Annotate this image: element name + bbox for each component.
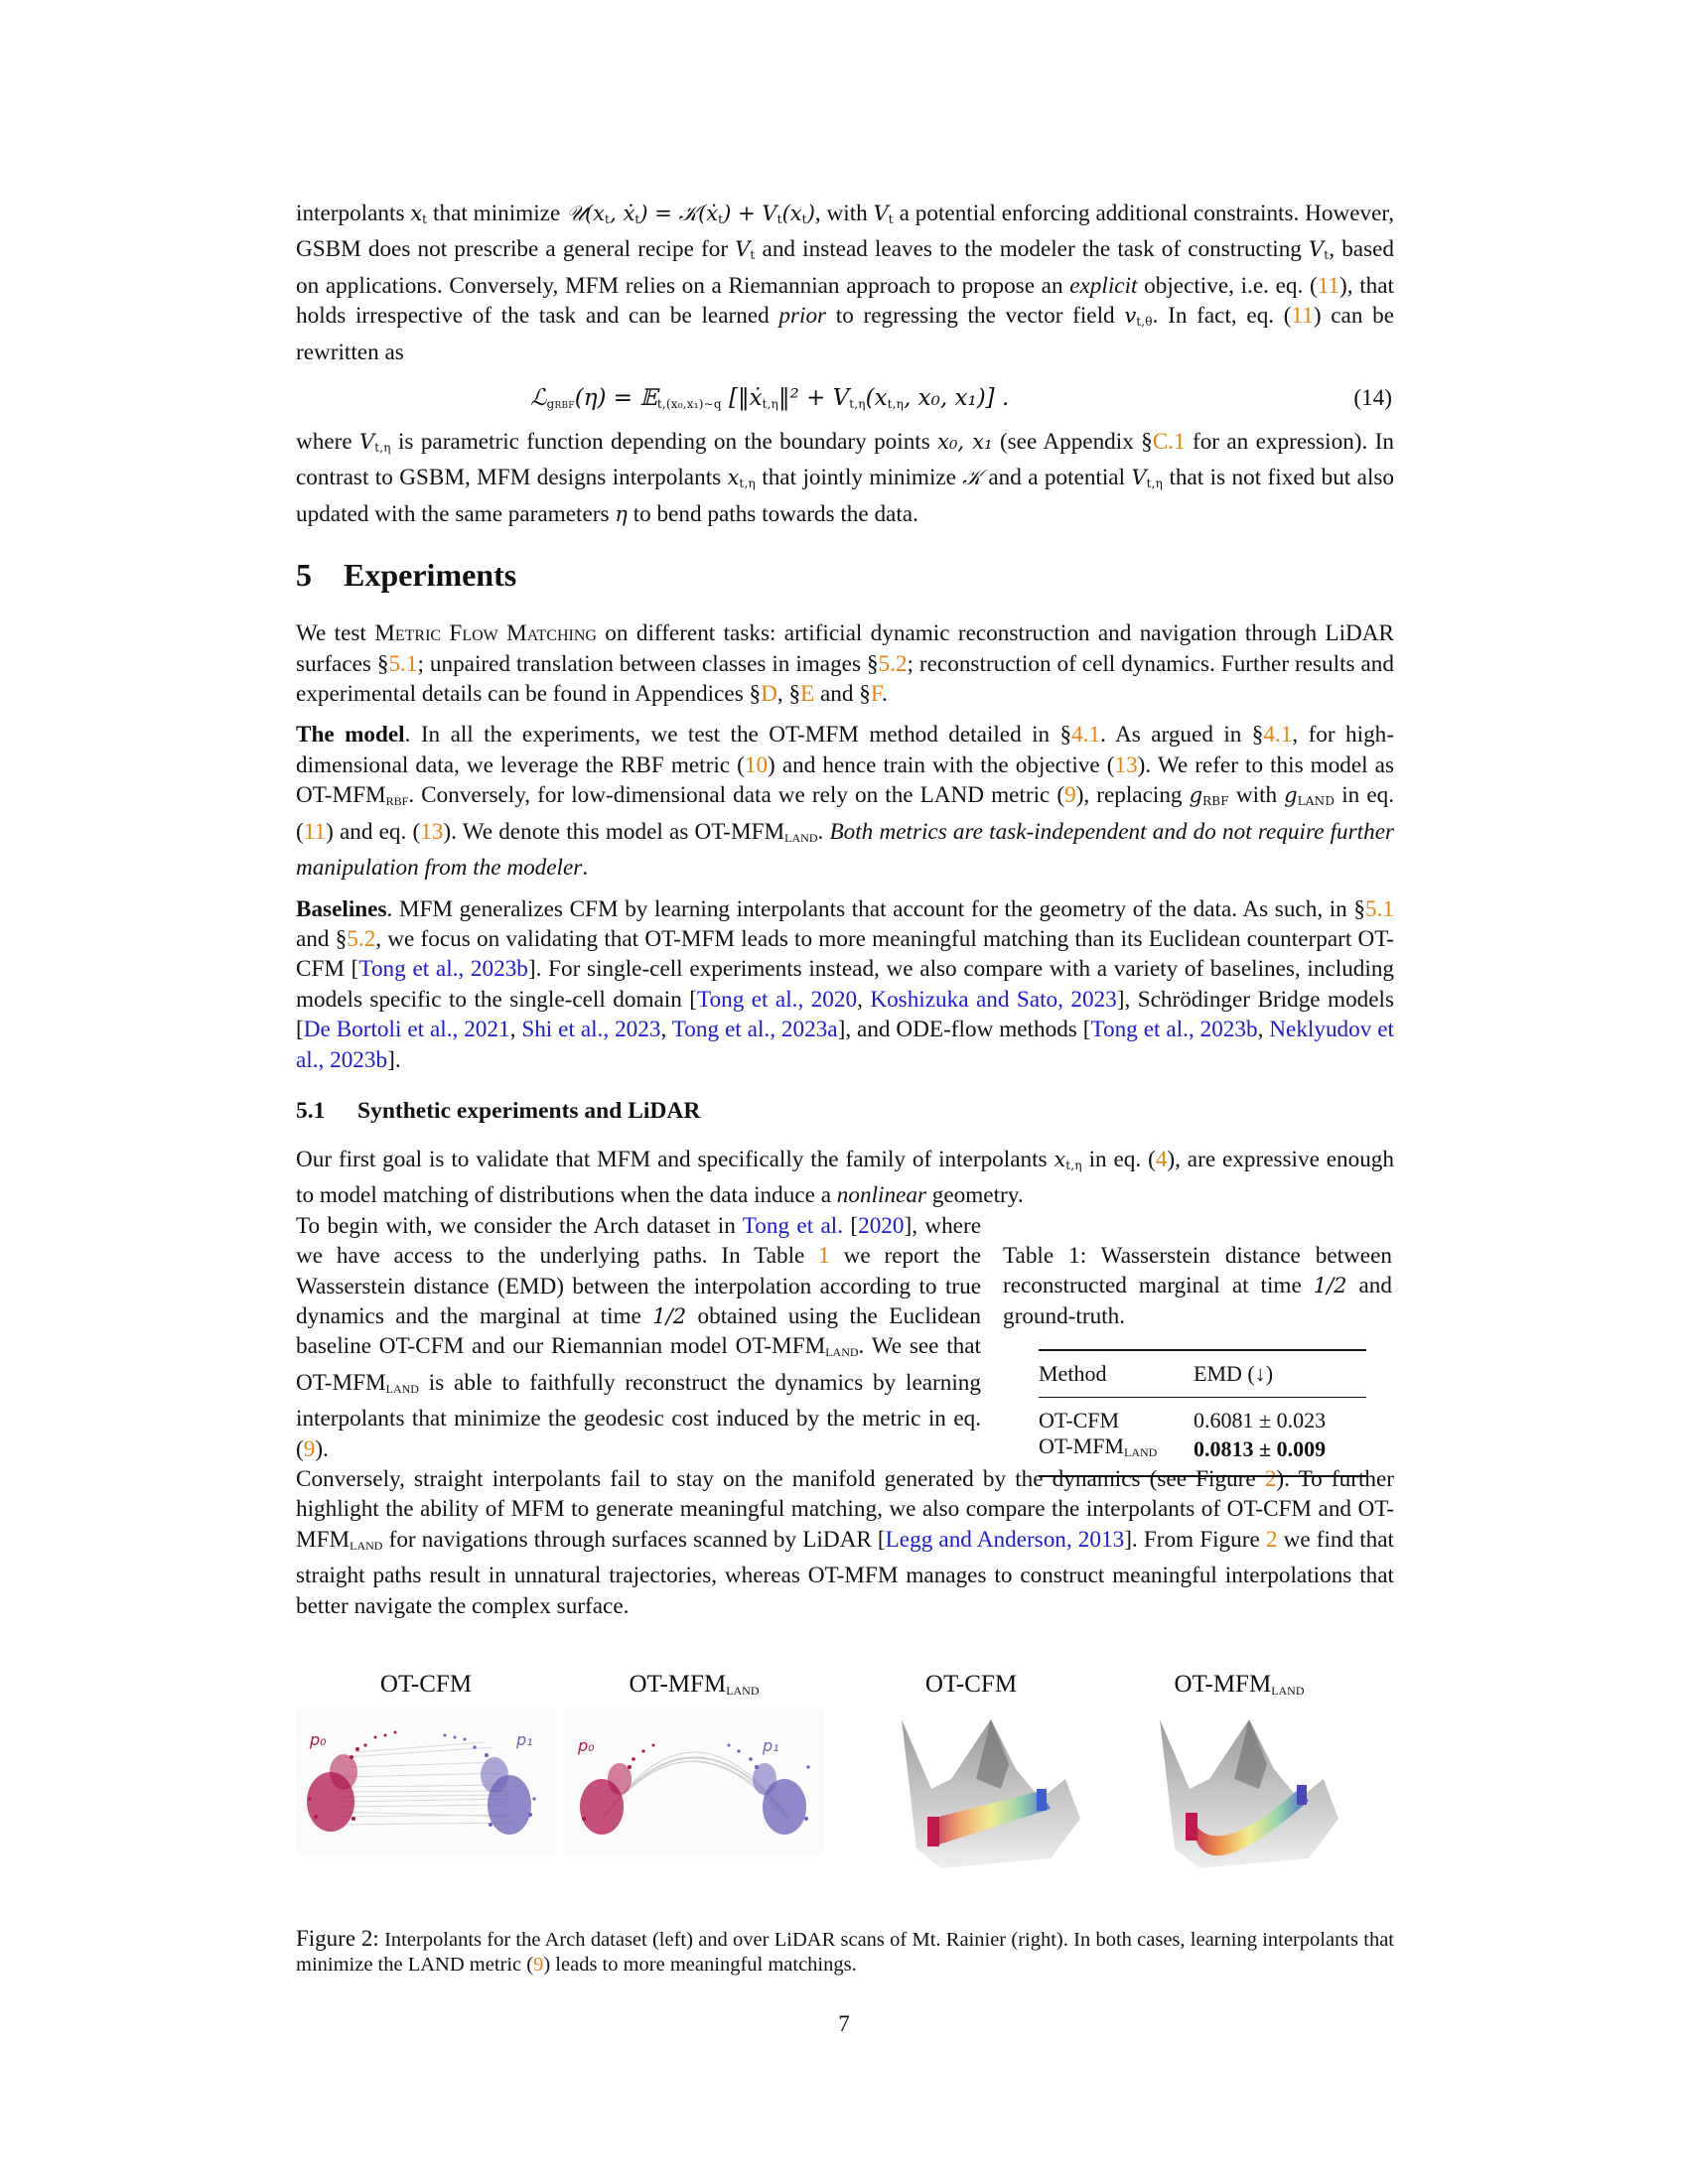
table-ref-1[interactable]: 1 — [818, 1243, 830, 1270]
column-header-emd: EMD (↓) — [1194, 1350, 1366, 1398]
citation-tong-et-al[interactable]: Tong et al. — [742, 1212, 844, 1239]
arch-straight-plot — [296, 1707, 556, 1856]
table-row — [1039, 1397, 1366, 1433]
paragraph-heading-baselines: Baselines — [296, 895, 387, 922]
figure-panel-lidar-otmfm — [1150, 1648, 1348, 1886]
section-ref-5-2b[interactable]: 5.2 — [347, 925, 376, 952]
synthetic-paragraph-1: Our first goal is to validate that MFM and specifically the family of interpolants $x_{t,\eta}$ in eq. (4), are expressive enough to model matching of distributions when the data induce a nonlinear geometry. — [296, 1146, 1394, 1209]
equation-body: ℒ$_{gRBF}$(η) = 𝔼$_{t,(x_0,x_1)\sim q}$ [‖ẋ$_{t,\eta}$‖² + $V_{t,\eta}(x_{t,\eta}$, x₀, x₁)] . — [530, 385, 1010, 412]
section-heading-experiments: 5 Experiments — [296, 557, 517, 594]
equation-14 — [296, 377, 1394, 421]
text-with-table — [296, 1211, 1394, 1464]
equation-ref-10[interactable]: 10 — [744, 751, 769, 778]
cell-method: OT-MFMLAND — [1039, 1433, 1194, 1476]
equation-ref-9b[interactable]: 9 — [303, 1435, 316, 1462]
equation-number: (14) — [1353, 385, 1392, 412]
panel-title: OT-CFM — [924, 1671, 1018, 1698]
table-1 — [1039, 1349, 1366, 1477]
equation-ref-4[interactable]: 4 — [1155, 1146, 1168, 1172]
appendix-ref-c1[interactable]: C.1 — [1152, 429, 1186, 456]
figure-panel-arch-otcfm — [296, 1648, 556, 1886]
svg-text:p₀: p₀ — [310, 1730, 327, 1749]
figure-2 — [296, 1648, 1394, 1886]
cell-emd: 0.0813 ± 0.009 — [1194, 1433, 1366, 1476]
section-ref-5-2[interactable]: 5.2 — [878, 650, 908, 677]
paragraph-heading-model: The model — [296, 722, 405, 749]
section-ref-5-1b[interactable]: 5.1 — [1365, 895, 1394, 922]
table-1-caption: Table 1: Wasserstein distance between reconstructed marginal at time 1/2 and ground-truth. — [1003, 1242, 1392, 1329]
table-row — [1039, 1433, 1366, 1476]
svg-text:p₁: p₁ — [516, 1730, 533, 1749]
lidar-straight-plot — [892, 1709, 1090, 1878]
citation-neklyudov-2023b[interactable]: Neklyudov et al., 2023b — [296, 1017, 1394, 1073]
table-header-row — [1039, 1350, 1366, 1398]
citation-legg-2013[interactable]: Legg and Anderson, 2013 — [885, 1526, 1125, 1553]
section-ref-4-1b[interactable]: 4.1 — [1263, 722, 1293, 749]
citation-debortoli-2021[interactable]: De Bortoli et al., 2021 — [303, 1017, 510, 1043]
experiments-intro-paragraph: We test Metric Flow Matching on different tasks: artificial dynamic reconstruction and navigation through LiDAR surfaces §5.1; unpaired translation between classes in images §5.2; reconstruction of cell dynamics. Further results and experimental details can be found in Appendices §D, §E and §F. — [296, 620, 1394, 708]
citation-koshizuka-2023[interactable]: Koshizuka and Sato, 2023 — [870, 986, 1117, 1013]
equation-ref-11b[interactable]: 11 — [1291, 303, 1314, 330]
equation-ref-13[interactable]: 13 — [1114, 751, 1138, 778]
table-1-float — [1003, 1241, 1392, 1477]
figure-panel-lidar-otcfm — [892, 1648, 1090, 1886]
panel-title: OT-CFM — [379, 1671, 473, 1698]
cell-emd: 0.6081 ± 0.023 — [1194, 1407, 1327, 1433]
section-ref-4-1[interactable]: 4.1 — [1071, 722, 1101, 749]
subsection-heading-synthetic: 5.1 Synthetic experiments and LiDAR — [296, 1097, 701, 1124]
panel-title: OT-MFMLAND — [1174, 1671, 1305, 1698]
arch-curved-plot — [564, 1707, 824, 1856]
equation-ref-11c[interactable]: 11 — [303, 818, 327, 845]
figure-ref-2b[interactable]: 2 — [1265, 1526, 1278, 1553]
lidar-curved-plot — [1150, 1709, 1348, 1878]
figure-panel-arch-otmfm — [564, 1648, 824, 1886]
intro-paragraph-1: interpolants $x_t$ that minimize $𝒰(x_t$, ẋ$_t$) = 𝒦(ẋ$_t$) + $V_t(x_t)$, with $V_t$ a potential enforcing additional constraints. However, GSBM does not prescribe a general recipe for $V_t$ and instead leaves to the modeler the task of constructing $V_t$, based on applications. Conversely, MFM relies on a Riemannian approach to propose an explicit objective, i.e. eq. (11), that holds irrespective of the task and can be learned prior to regressing the vector field $v_{t,\theta}$. In fact, eq. (11) can be rewritten as — [296, 201, 1394, 365]
section-ref-5-1[interactable]: 5.1 — [388, 650, 418, 677]
equation-ref-9[interactable]: 9 — [1064, 782, 1076, 809]
cell-method: OT-CFM — [1039, 1407, 1120, 1433]
synthetic-paragraph-2: Conversely, straight interpolants fail to stay on the manifold generated by the dynamics (see Figure 2). To further highlight the ability of MFM to generate meaningful matching, we also compare the interpolants of OT-CFM and OT-MFMLAND for navigations through surfaces scanned by LiDAR [Legg and Anderson, 2013]. From Figure 2 we find that straight paths result in unnatural trajectories, whereas OT-MFM manages to construct meaningful interpolations that better navigate the complex surface. — [296, 1466, 1394, 1619]
citation-tong-2023a[interactable]: Tong et al., 2023a — [671, 1017, 838, 1043]
equation-ref-11[interactable]: 11 — [1317, 272, 1340, 299]
page-number: 7 — [838, 2011, 850, 2036]
page-body — [296, 199, 1394, 1621]
svg-text:p₀: p₀ — [578, 1736, 595, 1755]
synthetic-wrapped-paragraph: To begin with, we consider the Arch dataset in Tong et al. [2020], where we have access to the underlying paths. In Table 1 we report the Wasserstein distance (EMD) between the interpolation according to true dynamics and the marginal at time 1/2 obtained using the Euclidean baseline OT-CFM and our Riemannian model OT-MFMLAND. We see that OT-MFMLAND is able to faithfully reconstruct the dynamics by learning interpolants that minimize the geodesic cost induced by the metric in eq. (9). — [296, 1212, 981, 1462]
appendix-ref-e[interactable]: E — [800, 681, 815, 708]
appendix-ref-f[interactable]: F — [870, 681, 882, 708]
citation-year-2020[interactable]: 2020 — [858, 1212, 905, 1239]
column-header-method: Method — [1039, 1350, 1194, 1398]
baselines-paragraph: Baselines. MFM generalizes CFM by learning interpolants that account for the geometry of the data. As such, in §5.1 and §5.2, we focus on validating that OT-MFM leads to more meaningful matching than its Euclidean counterpart OT-CFM [Tong et al., 2023b]. For single-cell experiments instead, we also compare with a variety of baselines, including models specific to the single-cell domain [Tong et al., 2020, Koshizuka and Sato, 2023], Schrödinger Bridge models [De Bortoli et al., 2021, Shi et al., 2023, Tong et al., 2023a], and ODE-flow methods [Tong et al., 2023b, Neklyudov et al., 2023b]. — [296, 895, 1395, 1073]
figure-2-caption: Figure 2: Interpolants for the Arch dataset (left) and over LiDAR scans of Mt. Rainier (right). In both cases, learning interpolants that minimize the LAND metric (9) leads to more meaningful matchings. — [296, 1926, 1394, 1976]
citation-tong-2023b-2[interactable]: Tong et al., 2023b — [1090, 1017, 1258, 1043]
model-paragraph: The model. In all the experiments, we test the OT-MFM method detailed in §4.1. As argued in §4.1, for high-dimensional data, we leverage the RBF metric (10) and hence train with the objective (13). We refer to this model as OT-MFMRBF. Conversely, for low-dimensional data we rely on the LAND metric (9), replacing $g_{RBF}$ with $g_{LAND}$ in eq. (11) and eq. (13). We denote this model as OT-MFMLAND. Both metrics are task-independent and do not require further manipulation from the modeler. — [296, 722, 1395, 882]
figure-ref-2[interactable]: 2 — [1264, 1466, 1277, 1492]
citation-tong-2020[interactable]: Tong et al., 2020 — [696, 986, 858, 1013]
equation-ref-13b[interactable]: 13 — [420, 818, 444, 845]
panel-title: OT-MFMLAND — [629, 1671, 760, 1698]
appendix-ref-d[interactable]: D — [761, 681, 777, 708]
intro-paragraph-2: where $V_{t,\eta}$ is parametric function depending on the boundary points x₀, x₁ (see Appendix §C.1 for an expression). In contrast to GSBM, MFM designs interpolants $x_{t,\eta}$ that jointly minimize 𝒦 and a potential $V_{t,\eta}$ that is not fixed but also updated with the same parameters η to bend paths towards the data. — [296, 429, 1395, 527]
svg-text:p₁: p₁ — [763, 1736, 779, 1755]
citation-shi-2023[interactable]: Shi et al., 2023 — [521, 1017, 661, 1043]
equation-ref-9c[interactable]: 9 — [533, 1954, 544, 1976]
citation-tong-2023b[interactable]: Tong et al., 2023b — [358, 956, 528, 983]
